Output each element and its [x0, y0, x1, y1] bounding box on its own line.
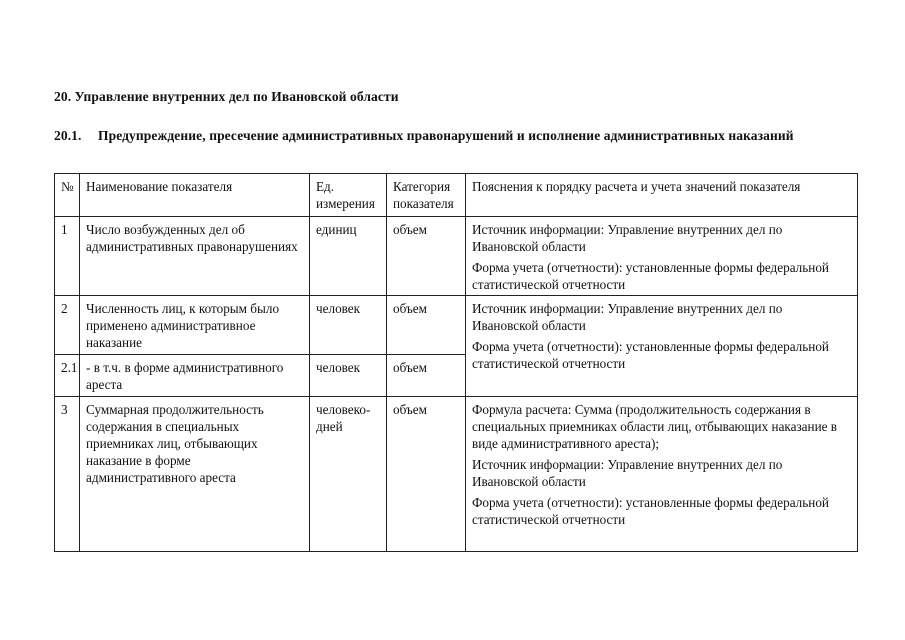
row-unit: единиц: [310, 217, 387, 296]
row-unit: человек: [310, 355, 387, 397]
row-num: 2.1: [55, 355, 80, 397]
row-notes: [466, 397, 858, 552]
note-source: Источник информации: Управление внутренних дел по Ивановской области: [472, 457, 783, 489]
row-category: объем: [387, 397, 466, 552]
row-num: 1: [55, 217, 80, 296]
note-form: Форма учета (отчетности): установленные формы федеральной статистической отчетности: [472, 260, 829, 292]
row-name: Суммарная продолжительность содержания в специальных приемниках лиц, отбывающих наказание в форме административного ареста: [80, 397, 310, 552]
row-name: Численность лиц, к которым было применено административное наказание: [80, 296, 310, 355]
subsection-title: [54, 128, 824, 144]
row-category: объем: [387, 355, 466, 397]
header-category: Категория показателя: [387, 174, 466, 217]
row-category: объем: [387, 296, 466, 355]
section-title: 20. Управление внутренних дел по Ивановской области: [54, 89, 399, 104]
header-num: №: [55, 174, 80, 217]
table-row: [55, 217, 858, 296]
subsection-text: Предупреждение, пресечение административных правонарушений и исполнение административных наказаний: [98, 128, 794, 143]
indicators-table: [54, 173, 858, 552]
row-notes: [466, 296, 858, 397]
header-name: Наименование показателя: [80, 174, 310, 217]
row-num: 3: [55, 397, 80, 552]
row-notes: [466, 217, 858, 296]
note-formula: Формула расчета: Сумма (продолжительность содержания в специальных приемниках области лиц, отбывающих наказание в виде административного ареста);: [472, 402, 838, 451]
header-notes: Пояснения к порядку расчета и учета значений показателя: [466, 174, 858, 217]
row-unit: человек: [310, 296, 387, 355]
note-source: Источник информации: Управление внутренних дел по Ивановской области: [472, 222, 783, 254]
note-form: Форма учета (отчетности): установленные формы федеральной статистической отчетности: [472, 495, 829, 527]
row-name: Число возбужденных дел об административных правонарушениях: [80, 217, 310, 296]
row-category: объем: [387, 217, 466, 296]
note-source: Источник информации: Управление внутренних дел по Ивановской области: [472, 301, 783, 333]
table-row: [55, 296, 858, 355]
table-row: [55, 397, 858, 552]
header-unit: Ед. измерения: [310, 174, 387, 217]
subsection-number: 20.1.: [54, 128, 82, 143]
table-header-row: [55, 174, 858, 217]
row-num: 2: [55, 296, 80, 355]
note-form: Форма учета (отчетности): установленные формы федеральной статистической отчетности: [472, 339, 829, 371]
row-unit: человеко-дней: [310, 397, 387, 552]
row-name: - в т.ч. в форме административного ареста: [80, 355, 310, 397]
